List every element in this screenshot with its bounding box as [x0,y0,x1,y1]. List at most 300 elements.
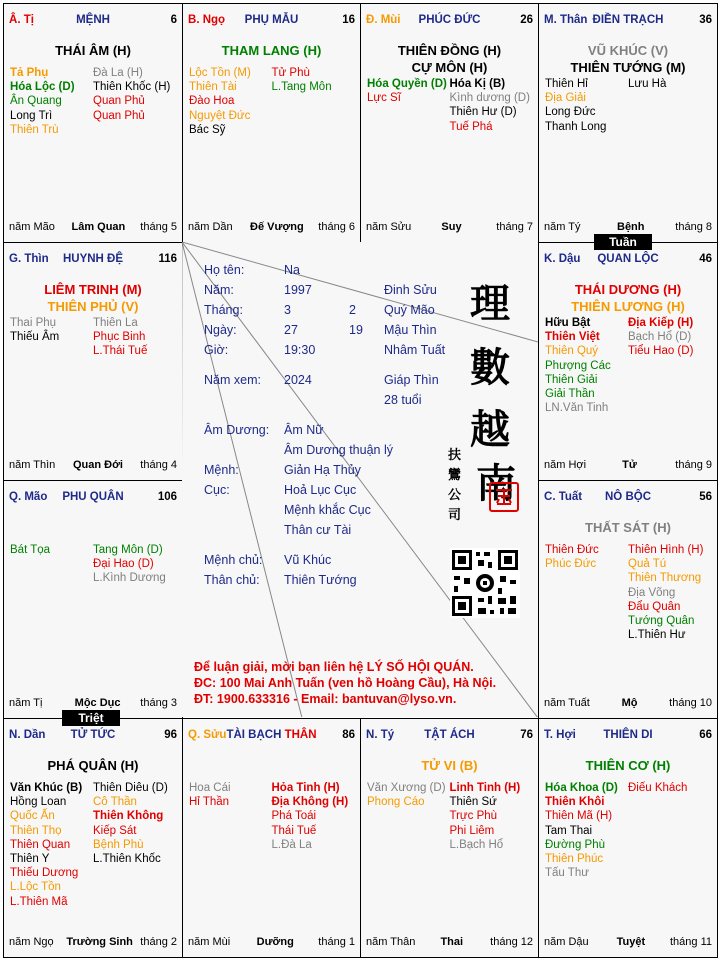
value-menh: Giản Hạ Thủy [284,463,361,477]
palace-stage: Mộc Dục [74,697,121,709]
palace-name-text: THIÊN DI [603,729,653,741]
label-nam-xem: Năm xem: [204,373,261,387]
palace-dot: . [17,253,25,265]
palace-dot: . [552,491,559,503]
palace-name [424,729,474,741]
palace-footer [188,936,355,950]
star: Phúc Đức [545,558,597,571]
value-am-duong: Âm Nữ [284,423,324,437]
palace-element: C [544,491,553,503]
main-stars [539,281,717,315]
palace-header [544,14,712,30]
main-star: THẤT SÁT (H) [585,520,671,535]
palace-chi: Hợi [556,729,576,741]
star: Quả Tú [628,558,667,571]
palace-stage: Tuyệt [616,936,646,948]
palace-name-text: ĐIỀN TRẠCH [592,14,664,26]
palace-header [544,729,712,745]
star: Thiên Phúc [545,853,604,866]
star: Thiên Quý [545,345,599,358]
palace-year: năm Mão [9,221,55,233]
palace-footer [366,221,533,235]
star: Địa Không (H) [271,796,349,809]
value-ho-ten: Na [284,263,300,277]
label-than-chu: Thân chủ: [204,573,260,587]
palace-name [76,14,110,26]
palace-dot: . [549,729,557,741]
palace-age-number: 26 [520,14,533,26]
main-star: VŨ KHÚC (V) [587,43,669,58]
value-gio: 19:30 [284,343,316,357]
palace-name [593,14,664,26]
minor-stars [545,77,711,134]
palace-stage: Tử [622,459,637,471]
value-ngay-can: Mậu Thìn [384,323,437,337]
palace-chi: Sửu [203,729,227,741]
star: Hóa Kị (B) [449,78,506,90]
palace-suu[interactable] [182,718,361,958]
minor-stars [367,77,532,134]
palace-name [419,14,481,26]
calligraphy-char-1: 理 [470,280,510,327]
star: Lưu Hà [628,78,667,90]
calligraphy-char-2: 數 [470,344,510,391]
star: Thiên Giải [545,373,598,386]
value-am-duong-2: Âm Dương thuận lý [284,443,393,457]
star: L.Thiên Khốc [93,853,161,866]
palace-footer [9,697,177,711]
main-star: CỰ MÔN (H) [411,60,488,75]
palace-dot: . [17,729,24,741]
palace-age-number: 86 [342,729,355,741]
star: Quan Phủ [93,109,145,122]
star: Quốc Ấn [10,810,55,823]
palace-hoi[interactable] [538,718,718,958]
star: Địa Giải [545,92,586,105]
stars-right [450,77,533,134]
stars-right [628,77,711,134]
palace-footer [544,221,712,235]
stars-right [272,66,355,137]
star: Thai Phụ [10,317,57,329]
star: Đào Hoa [189,95,235,108]
palace-age-number: 66 [699,729,712,741]
star: Tướng Quân [628,615,695,628]
star: Giải Thần [545,388,595,401]
palace-tuat[interactable] [538,480,718,719]
palace-month: tháng 5 [140,221,177,233]
star: Văn Xương (D) [367,782,446,794]
palace-year: năm Tị [9,697,43,709]
label-gio: Giờ: [204,343,229,357]
stars-right [93,316,176,359]
star: L.Thiên Hư [628,629,686,642]
label-cuc: Cục: [204,483,230,497]
stars-left [545,781,628,880]
palace-chi: Mão [24,491,48,503]
palace-chi: Tị [23,14,34,26]
star: Tử Phù [271,67,310,79]
qr-code-icon[interactable] [450,548,520,618]
value-ngay-am: 19 [349,323,363,337]
palace-dot: . [374,14,381,26]
star: L.Lộc Tồn [10,881,61,894]
palace-age-number: 6 [170,14,177,26]
calligraphy-char-3: 越 [470,406,510,453]
main-star: THIÊN PHỦ (V) [47,299,139,314]
palace-stage: Bệnh [617,221,645,233]
star: Phượng Các [545,359,611,372]
star: Thiên Việt [545,331,600,344]
palace-than[interactable] [538,3,718,243]
star: Đẩu Quân [628,600,681,613]
star: Kiếp Sát [93,824,137,837]
stars-right [93,543,176,586]
palace-chi: Tuất [558,491,583,503]
palace-chi: Dần [23,729,46,741]
palace-year: năm Ngọ [9,936,54,948]
minor-stars [189,66,354,137]
palace-header [9,14,177,30]
main-stars [539,757,717,774]
stars-left [10,781,93,909]
main-stars [539,519,717,536]
star: Phong Cáo [367,796,425,809]
palace-element: N [366,729,375,741]
palace-stage: Đế Vượng [250,221,304,233]
star: Văn Khúc (B) [10,782,83,794]
star: Quan Phủ [93,95,145,108]
palace-age-number: 56 [699,491,712,503]
stars-left [545,316,628,415]
palace-element: T [544,729,550,741]
stars-left [367,77,450,134]
minor-stars [10,66,176,137]
star: Thiếu Âm [10,331,60,344]
value-nam-can: Đinh Sửu [384,283,437,297]
star: Tang Môn (D) [93,544,163,556]
palace-month: tháng 9 [675,459,712,471]
calligraphy-char-4: 南 [476,460,516,507]
palace-age-number: 36 [699,14,712,26]
minor-stars [545,781,711,880]
palace-element: G [9,253,18,265]
label-menh: Mệnh: [204,463,239,477]
palace-footer [544,936,712,950]
star: Tiểu Hao (D) [628,345,694,358]
palace-year: năm Thân [366,936,416,948]
palace-footer [544,459,712,473]
star: Đại Hao (D) [93,558,154,571]
star: Hỉ Thần [189,796,230,809]
star: Thiên Tài [189,81,237,94]
label-ho-ten: Họ tên: [204,263,245,277]
main-star: THAM LANG (H) [221,43,322,58]
minor-stars [10,316,176,359]
star: Thiên Trù [10,123,59,136]
star: Thiên Diêu (D) [93,782,168,794]
stars-right [450,781,533,852]
palace-dan[interactable] [3,718,183,958]
main-stars [361,42,538,76]
star: Thiên Quan [10,838,71,851]
palace-chi: Tý [380,729,395,741]
palace-name [603,729,652,741]
calligraphy-signature: 扶 鸞 公 司 [448,448,462,523]
minor-stars [545,543,711,642]
palace-header [544,253,712,269]
palace-thin[interactable] [3,242,183,481]
palace-dot: . [374,729,381,741]
palace-element: Đ [366,14,375,26]
star: Địa Kiếp (H) [628,317,694,329]
palace-header [9,491,177,507]
palace-name-text: HUYNH ĐỆ [62,253,124,265]
main-stars [4,281,182,315]
star: Thiên Mã (H) [545,810,613,823]
palace-chi: Dậu [558,253,581,265]
main-star: TỬ VI (B) [421,758,478,773]
main-stars [4,757,182,774]
palace-name [62,491,123,503]
star: Thiên Không [93,810,164,823]
value-cuc-3: Thân cư Tài [284,523,352,537]
star: Hỏa Tinh (H) [271,782,340,794]
palace-month: tháng 12 [490,936,533,948]
main-star: PHÁ QUÂN (H) [47,758,139,773]
star: Nguyệt Đức [189,109,251,122]
palace-age-number: 16 [342,14,355,26]
star: Thiên Hình (H) [628,544,704,556]
palace-element: N [9,729,18,741]
palace-branch [366,729,394,741]
palace-branch [188,729,226,741]
palace-stage: Dưỡng [256,936,294,948]
palace-month: tháng 6 [318,221,355,233]
star: Thiên Thọ [10,824,62,837]
value-gio-can: Nhâm Tuất [384,343,446,357]
palace-header [188,729,355,745]
palace-header [188,14,355,30]
star: L.Kình Dương [93,572,166,585]
star: Thiên Đức [545,544,599,556]
palace-year: năm Sửu [366,221,412,233]
palace-footer [188,221,355,235]
palace-element: K [544,253,553,265]
star: Cô Thần [93,796,137,809]
palace-branch [544,253,580,265]
triet-marker: Triệt [62,710,120,726]
palace-footer [544,697,712,711]
star: Hóa Khoa (D) [545,782,618,794]
stars-left [545,77,628,134]
palace-age-number: 76 [520,729,533,741]
star: Thiên Sứ [449,796,497,809]
palace-month: tháng 2 [140,936,177,948]
star: Bệnh Phù [93,838,144,851]
palace-name [71,729,116,741]
value-ngay: 27 [284,323,298,337]
contact-line-1: Để luận giải, mời bạn liên hệ LÝ SỐ HỘI QUÁN. [194,660,474,674]
palace-year: năm Tý [544,221,581,233]
value-nam-xem-can: Giáp Thìn [384,373,439,387]
main-star: LIÊM TRINH (M) [44,282,142,297]
contact-line-3: ĐT: 1900.633316 - Email: bantuvan@lyso.vn. [194,692,457,706]
star: L.Thái Tuế [93,345,148,358]
star: Thiên Khốc (H) [93,81,171,94]
star: Điếu Khách [628,782,688,794]
palace-footer [366,936,533,950]
stars-right [272,781,355,852]
palace-mui[interactable] [360,3,539,243]
star: L.Thiên Mã [10,895,68,908]
star: Tuế Phá [449,120,493,133]
palace-header [9,729,177,745]
palace-month: tháng 4 [140,459,177,471]
palace-dot: . [553,14,560,26]
palace-chi: Thìn [24,253,49,265]
star: LN.Văn Tinh [545,402,609,415]
palace-month: tháng 8 [675,221,712,233]
main-stars [361,757,538,774]
palace-stage: Lâm Quan [71,221,126,233]
palace-year: năm Dần [188,221,233,233]
palace-footer [9,459,177,473]
palace-stage: Suy [441,221,462,233]
palace-chi: Thân [559,14,588,26]
star: Trực Phù [449,810,498,823]
stars-right [628,543,711,642]
label-am-duong: Âm Dương: [204,423,270,437]
palace-age-number: 116 [158,253,177,265]
palace-ty[interactable] [3,3,183,243]
palace-branch [188,14,225,26]
palace-chi: Ngọ [202,14,226,26]
palace-branch [544,14,587,26]
palace-name-text: PHỤ MẪU [244,14,299,26]
contact-line-2: ĐC: 100 Mai Anh Tuấn (ven hồ Hoàng Cầu), Hà Nội. [194,676,497,690]
star: Phi Liêm [449,824,495,837]
palace-year: năm Dậu [544,936,589,948]
value-thang: 3 [284,303,291,317]
value-cuc: Hoả Lục Cục [284,483,357,497]
palace-element: Q [188,729,197,741]
palace-branch [9,491,47,503]
palace-age-number: 106 [157,491,177,503]
star: Hóa Lộc (D) [10,81,75,94]
stars-left [189,66,272,137]
star: Đường Phù [545,838,605,851]
minor-stars [367,781,532,852]
palace-dot: . [552,253,559,265]
star: Tả Phụ [10,67,49,79]
palace-stage: Thai [440,936,464,948]
value-tuoi: 28 tuổi [384,393,422,407]
main-star: THIÊN TƯỚNG (M) [570,60,686,75]
palace-than-marker: THÂN [284,729,317,741]
palace-element: Q [9,491,18,503]
main-star: THIÊN ĐỒNG (H) [397,43,502,58]
palace-branch [544,491,582,503]
palace-dau[interactable] [538,242,718,481]
red-seal-icon [489,482,519,512]
palace-name-text: MỆNH [76,14,110,26]
palace-footer [9,936,177,950]
value-cuc-2: Mệnh khắc Cục [284,503,371,517]
palace-stage: Trường Sinh [66,936,133,948]
palace-tys[interactable] [360,718,539,958]
star: Phục Binh [93,331,146,344]
star: Tam Thai [545,824,593,837]
palace-name-text: TỬ TỨC [70,729,116,741]
value-thang-can: Quý Mão [384,303,435,317]
value-nam: 1997 [284,283,312,297]
palace-name [597,253,658,265]
palace-branch [9,14,34,26]
stars-left [10,66,93,137]
stars-left [10,543,93,586]
palace-age-number: 96 [164,729,177,741]
palace-dot: . [17,491,25,503]
star: Ân Quang [10,95,62,108]
stars-right [628,316,711,415]
star: L.Bạch Hổ [449,838,504,851]
palace-name-text: QUAN LỘC [597,253,659,265]
palace-stage: Mộ [621,697,638,709]
star: Thiên Khôi [545,796,605,809]
label-thang: Tháng: [204,303,243,317]
main-stars [539,42,717,76]
star: Thiên La [93,317,138,329]
star: Lộc Tồn (M) [189,67,251,79]
star: Hóa Quyền (D) [367,78,447,90]
star: Thiên Y [10,853,50,866]
palace-year: năm Hợi [544,459,587,471]
palace-name-text: PHÚC ĐỨC [418,14,481,26]
star: Thanh Long [545,120,607,133]
stars-right [93,66,176,137]
value-nam-xem: 2024 [284,373,312,387]
palace-name [605,491,651,503]
palace-mao[interactable] [3,480,183,719]
stars-right [628,781,711,880]
palace-header [366,14,533,30]
star: Lực Sĩ [367,92,401,105]
stars-right [93,781,176,909]
palace-year: năm Mùi [188,936,231,948]
stars-left [545,543,628,642]
star: Thiếu Dương [10,867,79,880]
star: Phá Toái [271,810,317,823]
palace-month: tháng 7 [496,221,533,233]
palace-header [544,491,712,507]
label-nam: Năm: [204,283,234,297]
stars-left [367,781,450,852]
palace-dot: . [17,14,24,26]
palace-year: năm Tuất [544,697,590,709]
star: Bác Sỹ [189,123,226,136]
value-than-chu: Thiên Tướng [284,573,357,587]
palace-name-text: TÀI BẠCH [226,729,282,741]
minor-stars [10,781,176,909]
main-star: THÁI DƯƠNG (H) [574,282,682,297]
main-stars [4,42,182,59]
star: Long Đức [545,106,596,119]
palace-chi: Mùi [380,14,401,26]
palace-ngo[interactable] [182,3,361,243]
palace-month: tháng 10 [669,697,712,709]
star: Bạch Hổ (D) [628,331,692,344]
